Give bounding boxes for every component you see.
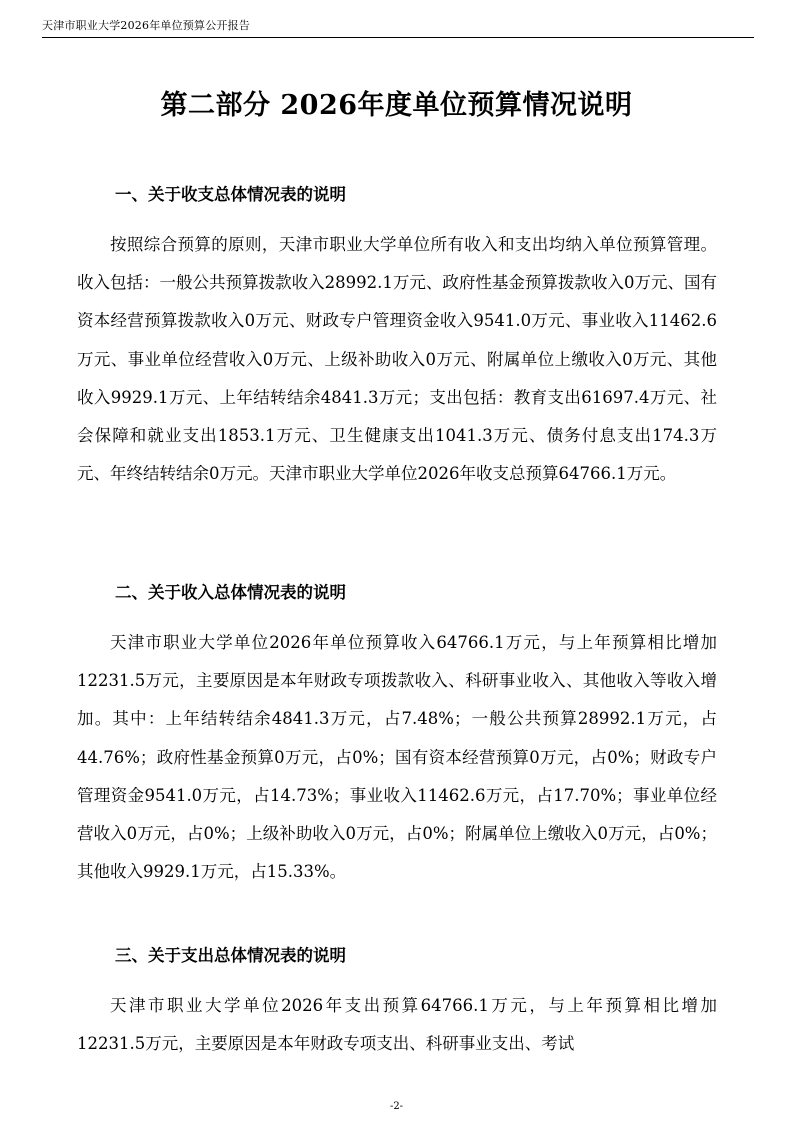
page-number: -2- [389,1101,404,1112]
section-paragraph-income-overview: 天津市职业大学单位2026年单位预算收入64766.1万元，与上年预算相比增加12231.5万元，主要原因是本年财政专项拨款收入、科研事业收入、其他收入等收入增加。其中：上年结转结余4841.3万元，占7.48%；一般公共预算28992.1万元，占44.76%；政府性基金预算0万元，占0%；国有资本经营预算0万元，占0%；财政专户管理资金9541.0万元，占14.73%；事业收入11462.6万元，占17.70%；事业单位经营收入0万元，占0%；上级补助收入0万元，占0%；附属单位上缴收入0万元，占0%；其他收入9929.1万元，占15.33%。 [77,633,717,882]
section-heading-income-overview: 二、关于收入总体情况表的说明 [115,583,346,602]
page-header: 天津市职业大学2026年单位预算公开报告 [42,19,250,32]
section-paragraph-expenditure-overview: 天津市职业大学单位2026年支出预算64766.1万元，与上年预算相比增加12231.5万元，主要原因是本年财政专项支出、科研事业支出、考试 [77,996,717,1054]
page-title: 第二部分 2026年度单位预算情况说明 [160,90,633,121]
section-heading-income-expenditure-overview: 一、关于收支总体情况表的说明 [115,185,346,204]
header-divider [42,37,754,38]
section-paragraph-income-expenditure-overview: 按照综合预算的原则，天津市职业大学单位所有收入和支出均纳入单位预算管理。收入包括：一般公共预算拨款收入28992.1万元、政府性基金预算拨款收入0万元、国有资本经营预算拨款收入0万元、财政专户管理资金收入9541.0万元、事业收入11462.6万元、事业单位经营收入0万元、上级补助收入0万元、附属单位上缴收入0万元、其他收入9929.1万元、上年结转结余4841.3万元；支出包括：教育支出61697.4万元、社会保障和就业支出1853.1万元、卫生健康支出1041.3万元、债务付息支出174.3万元、年终结转结余0万元。天津市职业大学单位2026年收支总预算64766.1万元。 [77,235,717,484]
section-heading-expenditure-overview: 三、关于支出总体情况表的说明 [115,946,346,965]
